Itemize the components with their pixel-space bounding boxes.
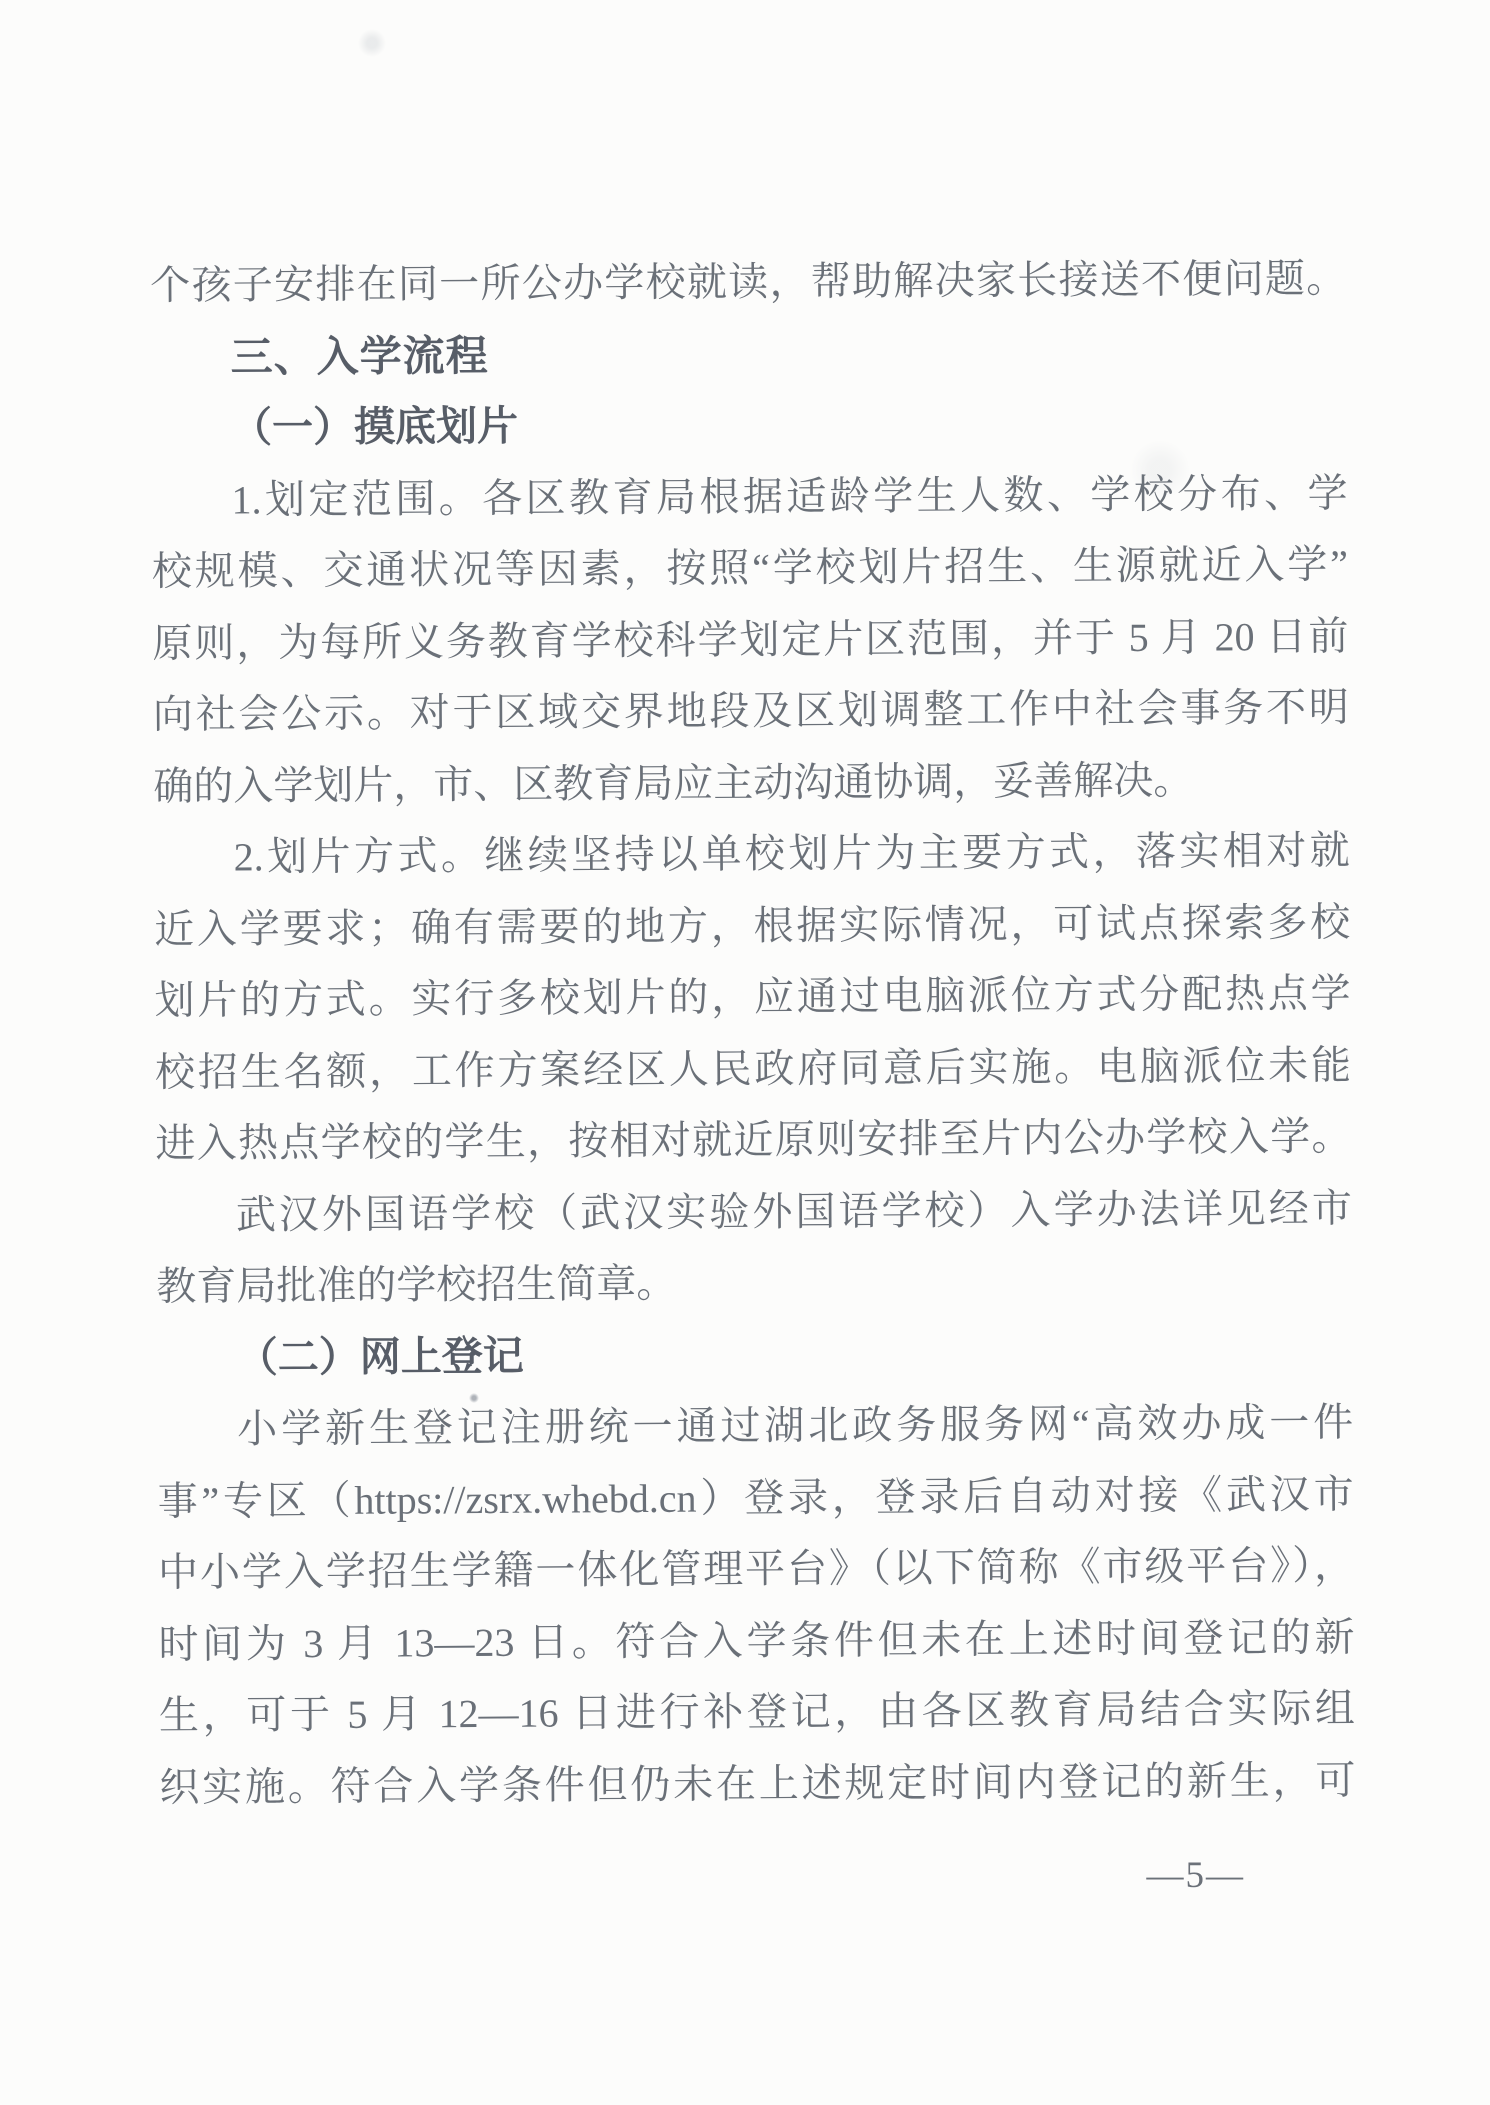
- body-line: 划片的方式。实行多校划片的，应通过电脑派位方式分配热点学: [154, 970, 1351, 1023]
- body-line: 近入学要求；确有需要的地方，根据实际情况，可试点探索多校: [154, 899, 1351, 952]
- body-line: 织实施。符合入学条件但仍未在上述规定时间内登记的新生，可: [159, 1757, 1356, 1810]
- body-line: 2.划片方式。继续坚持以单校划片为主要方式，落实相对就: [233, 827, 1350, 880]
- subsection-heading: （一）摸底划片: [230, 402, 519, 451]
- body-line: 小学新生登记注册统一通过湖北政务服务网“高效办成一件: [237, 1399, 1354, 1452]
- body-line: 校规模、交通状况等因素，按照“学校划片招生、生源就近入学”: [151, 541, 1349, 594]
- body-line: 确的入学划片，市、区教育局应主动沟通协调，妥善解决。: [153, 757, 1194, 809]
- page-number: —5—: [1146, 1855, 1245, 1896]
- body-line: 向社会公示。对于区域交界地段及区划调整工作中社会事务不明: [152, 684, 1349, 737]
- body-line: 进入热点学校的学生，按相对就近原则安排至片内公办学校入学。: [155, 1113, 1352, 1166]
- document-text-block: [150, 243, 1356, 1823]
- subsection-heading: （二）网上登记: [236, 1332, 524, 1380]
- body-line: 武汉外国语学校（武汉实验外国语学校）入学办法详见经市: [235, 1185, 1353, 1237]
- body-line: 个孩子安排在同一所公办学校就读，帮助解决家长接送不便问题。: [150, 255, 1347, 308]
- body-line: 时间为 3 月 13—23 日。符合入学条件但未在上述时间登记的新: [158, 1614, 1355, 1667]
- body-line: 教育局批准的学校招生简章。: [156, 1260, 677, 1309]
- body-line: 生，可于 5 月 12—16 日进行补登记，由各区教育局结合实际组: [158, 1685, 1356, 1738]
- body-line: 校招生名额，工作方案经区人民政府同意后实施。电脑派位未能: [154, 1042, 1352, 1095]
- body-line: 中小学入学招生学籍一体化管理平台》（以下简称《市级平台》），: [157, 1542, 1355, 1595]
- body-line: 1.划定范围。各区教育局根据适龄学生人数、学校分布、学: [231, 470, 1348, 523]
- body-line: 原则，为每所义务教育学校科学划定片区范围，并于 5 月 20 日前: [152, 613, 1349, 666]
- section-heading: 三、入学流程: [230, 331, 489, 381]
- body-line: 事”专区（https://zsrx.whebd.cn）登录，登录后自动对接《武汉市: [157, 1471, 1354, 1524]
